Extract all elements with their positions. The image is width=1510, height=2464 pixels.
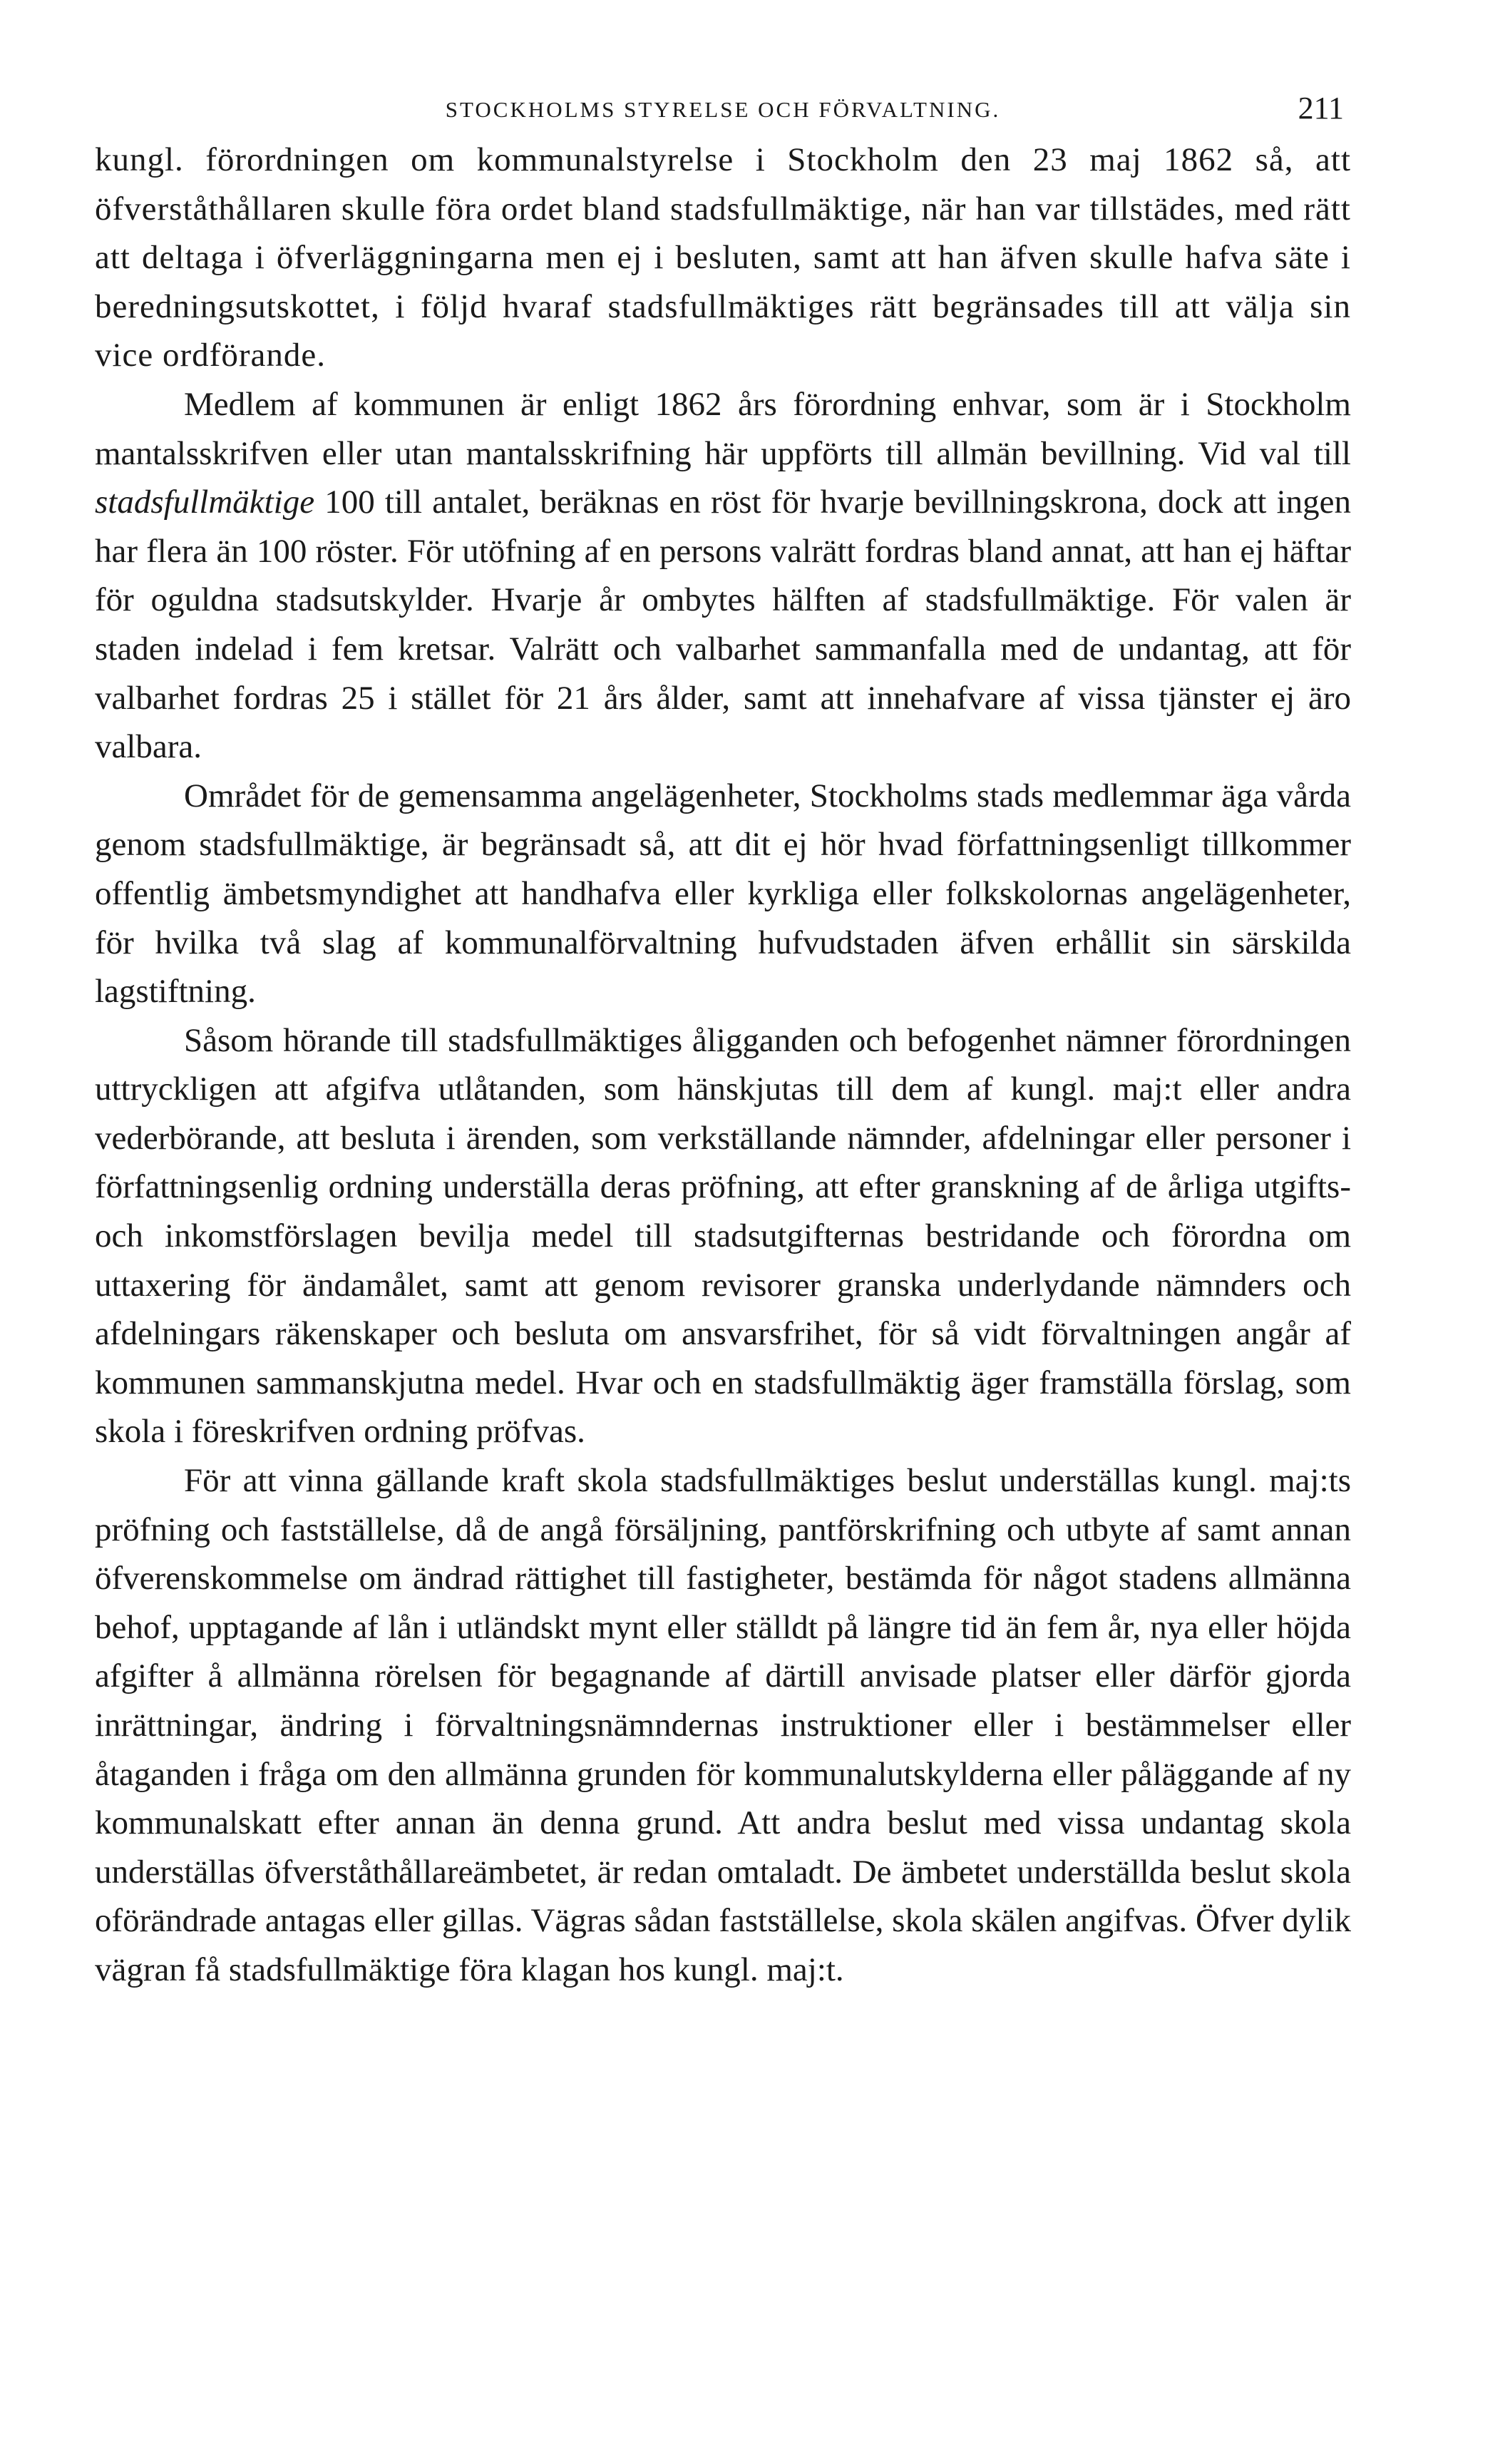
paragraph-1 bbox=[95, 136, 1351, 380]
paragraph-5 bbox=[95, 1456, 1351, 1995]
paragraph-2 bbox=[95, 380, 1351, 772]
paragraph-4-text: Såsom hörande till stadsfullmäktiges åligganden och befogenhet nämner förordningen uttryckligen att afgifva utlåtanden, som hänskjutas till dem af kungl. maj:t eller andra vederbörande, att besluta i ärenden, som verkställande nämnder, afdelningar eller personer i författningsenlig ordning underställa deras pröfning, att efter granskning af de årliga utgifts- och inkomstförslagen bevilja medel till stadsutgifternas bestridande och förordna om uttaxering för ändamålet, samt att genom revisorer granska underlydande nämnders och afdelningars räkenskaper och besluta om ansvarsfrihet, för så vidt förvaltningen angår af kommunen sammanskjutna medel. Hvar och en stadsfullmäktig äger framställa förslag, som skola i föreskrifven ordning pröfvas. bbox=[95, 1021, 1351, 1451]
paragraph-3 bbox=[95, 772, 1351, 1016]
paragraph-2-text-a: Medlem af kommunen är enligt 1862 års förordning enhvar, som är i Stockholm mantalsskrifven eller utan mantalsskrifning här uppförts till allmän bevillning. Vid val till bbox=[95, 385, 1351, 472]
running-head bbox=[95, 86, 1351, 136]
paragraph-3-text: Området för de gemensamma angelägenheter, Stockholms stads medlemmar äga vårda genom stadsfullmäktige, är begränsadt så, att dit ej hör hvad författningsenligt tillkommer offentlig ämbetsmyndighet att handhafva eller kyrkliga eller folkskolornas angelägenheter, för hvilka två slag af kommunalförvaltning hufvudstaden äfven erhållit sin särskilda lagstiftning. bbox=[95, 777, 1351, 1011]
paragraph-2-text-b: 100 till antalet, beräknas en röst för hvarje bevillningskrona, dock att ingen har flera än 100 röster. För utöfning af en persons valrätt fordras bland annat, att han ej häftar för oguldna stadsutskylder. Hvarje år ombytes hälften af stadsfullmäktige. För valen är staden indelad i fem kretsar. Valrätt och valbarhet sammanfalla med de undantag, att för valbarhet fordras 25 i stället för 21 års ålder, samt att innehafvare af vissa tjänster ej äro valbara. bbox=[95, 484, 1351, 766]
book-page bbox=[95, 86, 1351, 2403]
body-text bbox=[95, 136, 1351, 1995]
paragraph-4 bbox=[95, 1016, 1351, 1456]
paragraph-5-text: För att vinna gällande kraft skola stadsfullmäktiges beslut underställas kungl. maj:ts pröfning och fastställelse, då de angå försäljning, pantförskrifning och utbyte af samt annan öfverenskommelse om ändrad rättighet till fastigheter, bestämda för något stadens allmänna behof, upptagande af lån i utländskt mynt eller ställdt på längre tid än fem år, nya eller höjda afgifter å allmänna rörelsen för begagnande af därtill anvisade platser eller därför gjorda inrättningar, ändring i förvaltningsnämndernas instruktioner eller i bestämmelser eller åtaganden i fråga om den allmänna grunden för kommunalutskylderna eller påläggande af ny kommunalskatt efter annan än denna grund. Att andra beslut med vissa undantag skola underställas öfverståthållareämbetet, är redan omtaladt. De ämbetet underställda beslut skola oförändrade antagas eller gillas. Vägras sådan fastställelse, skola skälen angifvas. Öfver dylik vägran få stadsfullmäktige föra klagan hos kungl. maj:t. bbox=[95, 1462, 1351, 1988]
running-title: STOCKHOLMS STYRELSE OCH FÖRVALTNING. bbox=[445, 97, 1001, 122]
page-number: 211 bbox=[1298, 91, 1344, 126]
paragraph-2-italic-term: stadsfullmäktige bbox=[95, 484, 315, 521]
paragraph-1-text: kungl. förordningen om kommunalstyrelse i Stockholm den 23 maj 1862 så, att öfverståthållaren skulle föra ordet bland stadsfullmäktige, när han var tillstädes, med rätt att deltaga i öfverläggningarna men ej i besluten, samt att han äfven skulle hafva säte i beredningsutskottet, i följd hvaraf stadsfullmäktiges rätt begränsades till att välja sin vice ordförande. bbox=[95, 141, 1351, 374]
